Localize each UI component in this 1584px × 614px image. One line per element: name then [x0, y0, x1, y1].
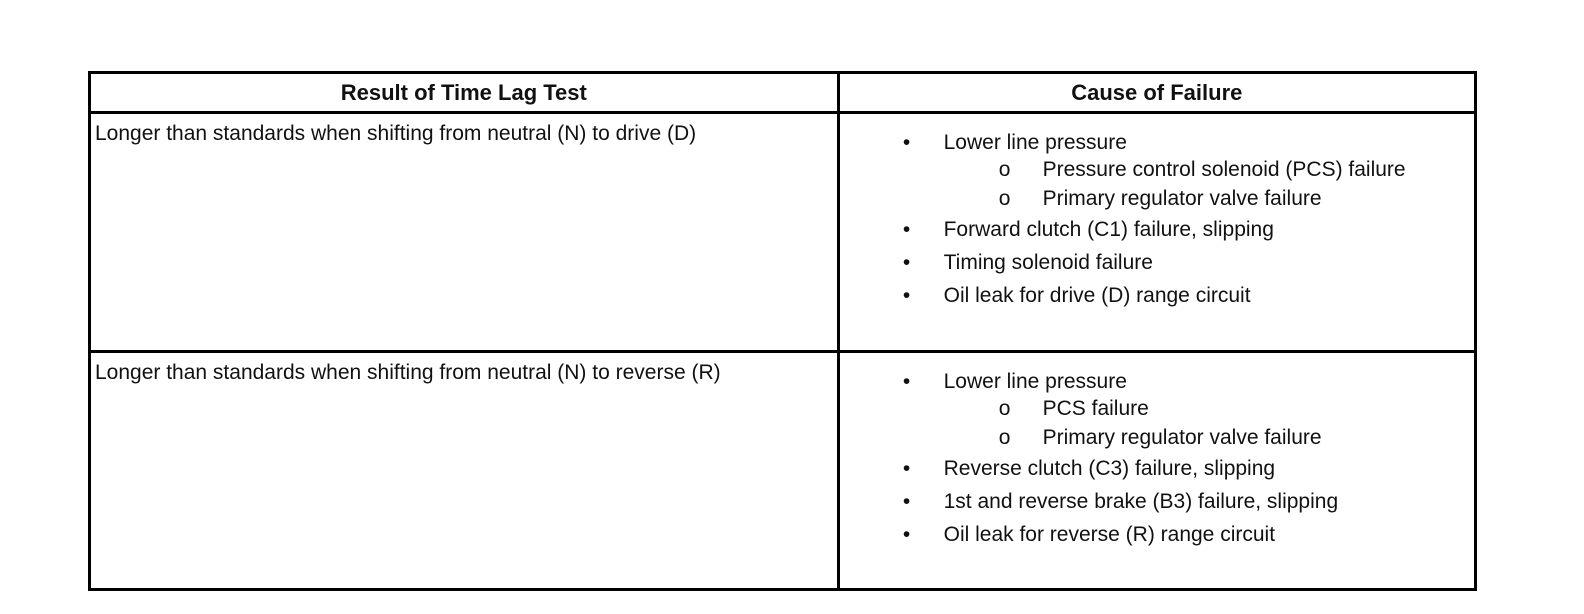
list-item — [840, 184, 1474, 213]
list-item — [840, 213, 1474, 246]
cause-text: Lower line pressure — [943, 131, 1127, 154]
list-item — [840, 518, 1474, 551]
cause-text: Reverse clutch (C3) failure, slipping — [943, 457, 1276, 480]
bullet-icon: • — [902, 251, 911, 274]
table-row — [90, 352, 1476, 590]
sub-cause-text: PCS failure — [1042, 397, 1149, 420]
result-cell — [90, 113, 839, 352]
list-item — [840, 452, 1474, 485]
table-header-row — [90, 73, 1476, 113]
circle-bullet-icon: o — [998, 426, 1011, 449]
list-item — [840, 394, 1474, 423]
bullet-icon: • — [902, 131, 911, 154]
bullet-icon: • — [902, 457, 911, 480]
cause-text: Oil leak for drive (D) range circuit — [943, 284, 1251, 307]
cause-cell — [838, 352, 1475, 590]
list-item — [840, 485, 1474, 518]
sub-cause-list — [944, 155, 1474, 213]
sub-cause-text: Primary regulator valve failure — [1042, 426, 1322, 449]
list-item — [840, 126, 1474, 213]
list-item — [840, 246, 1474, 279]
sub-cause-text: Pressure control solenoid (PCS) failure — [1042, 158, 1406, 181]
cause-list — [840, 353, 1474, 551]
cause-text: Oil leak for reverse (R) range circuit — [943, 523, 1276, 546]
bullet-icon: • — [902, 284, 911, 307]
result-cell — [90, 352, 839, 590]
circle-bullet-icon: o — [998, 187, 1011, 210]
sub-cause-list — [944, 394, 1474, 452]
list-item — [840, 155, 1474, 184]
header-result: Result of Time Lag Test — [90, 73, 839, 113]
cause-text: Timing solenoid failure — [943, 251, 1153, 274]
list-item — [840, 279, 1474, 312]
result-text: Longer than standards when shifting from neutral (N) to drive (D) — [95, 122, 697, 145]
table-row — [90, 113, 1476, 352]
time-lag-test-table — [88, 71, 1477, 591]
bullet-icon: • — [902, 218, 911, 241]
list-item — [840, 423, 1474, 452]
circle-bullet-icon: o — [998, 158, 1011, 181]
bullet-icon: • — [902, 490, 911, 513]
bullet-icon: • — [902, 370, 911, 393]
cause-text: Forward clutch (C1) failure, slipping — [943, 218, 1274, 241]
cause-list — [840, 114, 1474, 312]
cause-cell — [838, 113, 1475, 352]
cause-text: 1st and reverse brake (B3) failure, slipping — [943, 490, 1339, 513]
header-cause: Cause of Failure — [838, 73, 1475, 113]
sub-cause-text: Primary regulator valve failure — [1042, 187, 1322, 210]
bullet-icon: • — [902, 523, 911, 546]
cause-text: Lower line pressure — [943, 370, 1127, 393]
list-item — [840, 365, 1474, 452]
result-text: Longer than standards when shifting from neutral (N) to reverse (R) — [95, 361, 721, 384]
circle-bullet-icon: o — [998, 397, 1011, 420]
